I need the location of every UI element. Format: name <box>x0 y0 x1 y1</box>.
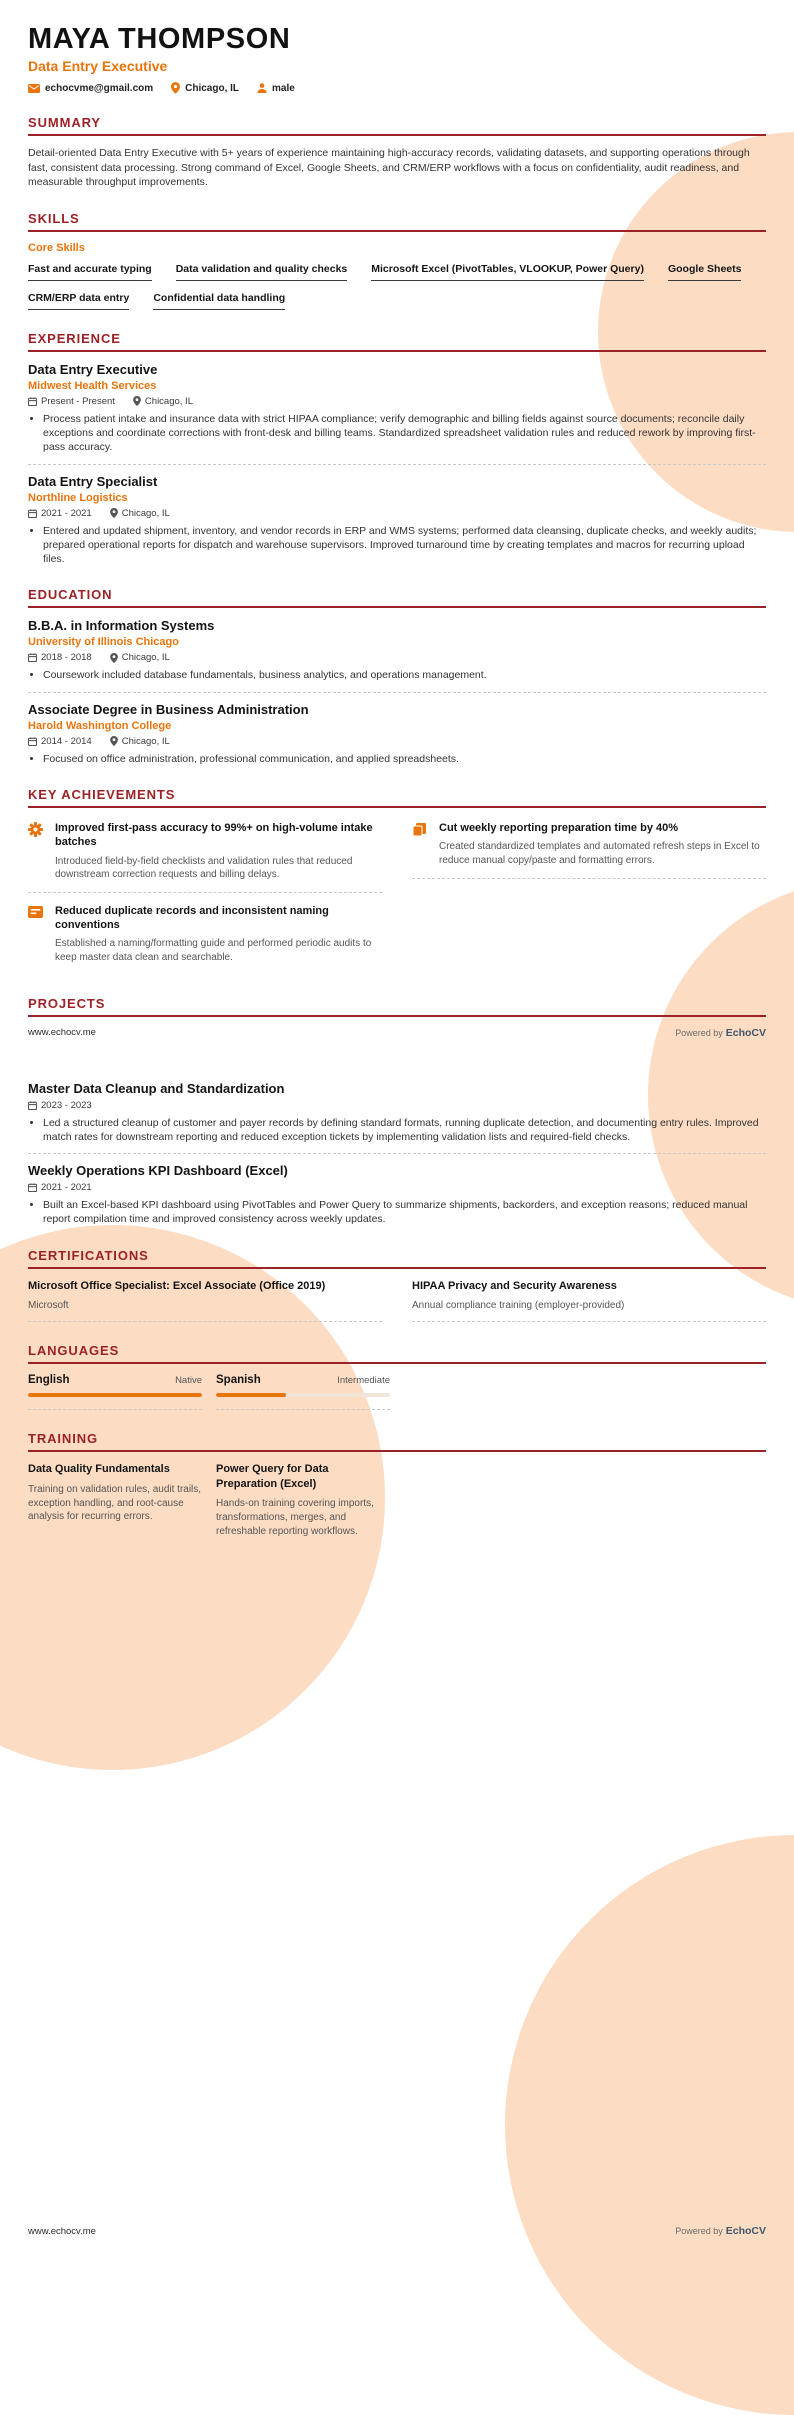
powered-prefix: Powered by <box>675 1027 723 1038</box>
training-grid <box>28 1462 766 1538</box>
contact-email[interactable] <box>28 83 153 94</box>
dashed-divider <box>28 1153 766 1154</box>
page2-footer <box>28 2225 766 2237</box>
training-text: Hands-on training covering imports, transformations, merges, and refreshable reporting workflows. <box>216 1498 374 1537</box>
section-languages <box>28 1343 766 1410</box>
project-entry <box>28 1163 766 1227</box>
project-bullets <box>28 1198 766 1227</box>
language-name: English <box>28 1374 70 1387</box>
project-bullets <box>28 1116 766 1145</box>
location-pin-icon <box>171 82 180 94</box>
certification-issuer: Microsoft <box>28 1300 69 1312</box>
certification-name: Microsoft Office Specialist: Excel Associate (Office 2019) <box>28 1279 326 1292</box>
calendar-icon <box>28 737 37 746</box>
date-range <box>28 508 92 519</box>
contact-location <box>171 82 239 94</box>
achievement-item <box>28 901 382 975</box>
entry-meta <box>28 652 766 663</box>
dashed-divider <box>28 464 766 465</box>
education-entry <box>28 618 766 682</box>
resume-header <box>28 24 766 94</box>
language-progress-fill <box>216 1393 286 1397</box>
language-item <box>28 1374 202 1410</box>
section-achievements <box>28 787 766 975</box>
education-entry <box>28 702 766 766</box>
achievement-item <box>412 818 766 878</box>
location-pin-icon <box>110 508 118 518</box>
school-name: Harold Washington College <box>28 719 172 732</box>
achievement-text: Introduced field-by-field checklists and validation rules that reduced downstream correction requests and billing delays. <box>55 855 353 881</box>
brand-echocv[interactable]: EchoCV <box>725 2225 766 2237</box>
location-text: Chicago, IL <box>144 395 193 407</box>
project-entry <box>28 1081 766 1145</box>
powered-by <box>675 2225 766 2237</box>
entry-meta <box>28 1100 766 1111</box>
certifications-grid <box>28 1279 766 1323</box>
gear-icon <box>28 821 45 882</box>
date-range <box>28 396 115 407</box>
training-item <box>216 1462 390 1538</box>
training-title: Power Query for Data Preparation (Excel) <box>216 1463 329 1490</box>
experience-entry <box>28 474 766 567</box>
achievement-title: Reduced duplicate records and inconsistent naming conventions <box>55 904 329 932</box>
degree-title: B.B.A. in Information Systems <box>28 618 215 634</box>
job-bullet: • Entered and updated shipment, inventory, and vendor records in ERP and WMS systems; performed data cleansing, duplicate checks, and weekly audits; prepared operational reports for dispatch and warehouse supervisors. Improved turnaround time by creating templates and macros for recurring upload files. <box>43 524 766 567</box>
page1-footer <box>28 1027 766 1039</box>
language-progress-fill <box>28 1393 202 1397</box>
date-text: 2023 - 2023 <box>41 1099 92 1111</box>
decorative-circle-bottom-right <box>505 1835 794 2415</box>
training-heading: TRAINING <box>28 1431 766 1452</box>
training-title: Data Quality Fundamentals <box>28 1463 170 1476</box>
person-name: MAYA THOMPSON <box>28 23 291 55</box>
location-text: Chicago, IL <box>185 82 240 94</box>
education-bullets <box>28 752 766 766</box>
language-level: Native <box>175 1375 202 1387</box>
language-row <box>216 1374 390 1386</box>
achievement-text: Established a naming/formatting guide and performed periodic audits to keep master data clean and searchable. <box>55 938 372 963</box>
company-name: Northline Logistics <box>28 491 128 504</box>
languages-heading: LANGUAGES <box>28 1343 766 1364</box>
training-text: Training on validation rules, audit trails, exception handling, and root-cause analysis for recurring errors. <box>28 1483 202 1523</box>
section-training <box>28 1431 766 1538</box>
date-range <box>28 1100 92 1111</box>
copy-icon <box>412 821 429 867</box>
certifications-heading: CERTIFICATIONS <box>28 1248 766 1269</box>
contact-gender <box>257 83 295 94</box>
job-title: Data Entry Specialist <box>28 473 158 489</box>
achievements-grid <box>28 818 766 975</box>
language-progress-track <box>28 1393 202 1397</box>
training-item <box>28 1462 202 1538</box>
education-heading: EDUCATION <box>28 587 766 608</box>
calendar-icon <box>28 397 37 406</box>
skill-tag: CRM/ERP data entry <box>28 292 129 310</box>
powered-prefix: Powered by <box>675 2226 723 2236</box>
skill-tag: Data validation and quality checks <box>176 263 348 281</box>
location <box>133 396 193 407</box>
brand-echocv[interactable]: EchoCV <box>725 1026 766 1039</box>
project-title: Master Data Cleanup and Standardization <box>28 1080 285 1096</box>
location-pin-icon <box>110 653 118 663</box>
entry-meta <box>28 396 766 407</box>
skill-tag: Confidential data handling <box>153 292 285 310</box>
contact-row <box>28 82 766 94</box>
date-text: 2021 - 2021 <box>41 507 92 519</box>
skills-heading: SKILLS <box>28 211 766 232</box>
location-pin-icon <box>110 736 118 746</box>
calendar-icon <box>28 653 37 662</box>
email-text[interactable]: echocvme@gmail.com <box>45 82 154 94</box>
achievement-title: Improved first-pass accuracy to 99%+ on high-volume intake batches <box>55 822 373 849</box>
skill-tag: Microsoft Excel (PivotTables, VLOOKUP, Power Query) <box>371 263 644 281</box>
certification-name: HIPAA Privacy and Security Awareness <box>412 1279 617 1292</box>
experience-entry <box>28 362 766 455</box>
projects-heading: PROJECTS <box>28 996 766 1017</box>
email-icon <box>28 84 40 93</box>
company-name: Midwest Health Services <box>28 379 157 392</box>
date-text: Present - Present <box>41 395 115 407</box>
achievement-item <box>28 818 382 893</box>
date-range <box>28 652 92 663</box>
location <box>110 736 170 747</box>
certification-issuer: Annual compliance training (employer-provided) <box>412 1300 625 1312</box>
page-gap <box>28 1039 766 1081</box>
location-text: Chicago, IL <box>121 507 170 519</box>
achievement-body <box>55 821 382 882</box>
education-bullet: • Focused on office administration, professional communication, and applied spreadsheets. <box>43 752 766 766</box>
job-bullets <box>28 524 766 567</box>
summary-heading: SUMMARY <box>28 115 766 136</box>
achievement-text: Created standardized templates and automated refresh steps in Excel to reduce manual copy/paste and formatting errors. <box>439 841 760 866</box>
school-name: University of Illinois Chicago <box>28 636 179 649</box>
experience-heading: EXPERIENCE <box>28 331 766 352</box>
location <box>110 652 170 663</box>
language-progress-track <box>216 1393 390 1397</box>
gender-text: male <box>272 82 295 94</box>
section-education <box>28 587 766 766</box>
skill-tag: Google Sheets <box>668 263 742 281</box>
achievements-heading: KEY ACHIEVEMENTS <box>28 787 766 808</box>
project-bullet: • Built an Excel-based KPI dashboard using PivotTables and Power Query to summarize shipments, backorders, and exception reasons; reduced manual report compilation time and improved consistency across weekly updates. <box>43 1198 766 1227</box>
language-name: Spanish <box>216 1374 261 1387</box>
achievement-title: Cut weekly reporting preparation time by 40% <box>439 822 679 835</box>
skill-tag: Fast and accurate typing <box>28 263 152 281</box>
date-text: 2018 - 2018 <box>41 652 92 664</box>
language-item <box>216 1374 390 1410</box>
project-title: Weekly Operations KPI Dashboard (Excel) <box>28 1163 288 1179</box>
location-text: Chicago, IL <box>121 652 170 664</box>
site-link[interactable]: www.echocv.me <box>28 1027 96 1039</box>
powered-by <box>675 1027 766 1039</box>
job-bullets <box>28 412 766 455</box>
section-summary <box>28 115 766 189</box>
section-projects <box>28 996 766 1227</box>
date-range <box>28 736 92 747</box>
job-bullet: • Process patient intake and insurance data with strict HIPAA compliance; verify demographic and billing fields against source documents; reconcile daily exceptions and coordinate corrections with front-desk and billing teams. Standardized spreadsheet validation rules and reduced rework by improving first-pass accuracy. <box>43 412 766 455</box>
education-bullet: • Coursework included database fundamentals, business analytics, and operations management. <box>43 668 766 682</box>
calendar-icon <box>28 1183 37 1192</box>
location-pin-icon <box>133 396 141 406</box>
summary-text: Detail-oriented Data Entry Executive with 5+ years of experience maintaining high-accuracy records, validating datasets, and supporting operations through fast, consistent data processing. Strong command of Excel, Google Sheets, and CRM/ERP workflows with a focus on confidentiality, audit readiness, and measurable throughput improvements. <box>28 147 750 189</box>
date-text: 2014 - 2014 <box>41 735 92 747</box>
education-bullets <box>28 668 766 682</box>
card-icon <box>28 904 45 965</box>
section-skills <box>28 211 766 310</box>
calendar-icon <box>28 1101 37 1110</box>
entry-meta <box>28 736 766 747</box>
dashed-divider <box>28 692 766 693</box>
certification-item <box>412 1279 766 1323</box>
language-level: Intermediate <box>337 1375 390 1387</box>
degree-title: Associate Degree in Business Administration <box>28 701 309 717</box>
certification-item <box>28 1279 382 1323</box>
entry-meta <box>28 508 766 519</box>
date-text: 2021 - 2021 <box>41 1182 92 1194</box>
calendar-icon <box>28 509 37 518</box>
location-text: Chicago, IL <box>121 735 170 747</box>
job-title: Data Entry Executive <box>28 361 158 377</box>
skills-group-label: Core Skills <box>28 241 85 254</box>
person-job-title: Data Entry Executive <box>28 58 168 75</box>
entry-meta <box>28 1182 766 1193</box>
languages-grid <box>28 1374 766 1410</box>
achievement-body <box>439 821 766 867</box>
skills-list <box>28 263 766 310</box>
language-row <box>28 1374 202 1386</box>
section-certifications <box>28 1248 766 1323</box>
person-icon <box>257 83 267 93</box>
date-range <box>28 1182 92 1193</box>
site-link[interactable]: www.echocv.me <box>28 2225 96 2237</box>
project-bullet: • Led a structured cleanup of customer and payer records by defining standard formats, running duplicate detection, and documenting entry rules. Improved match rates for downstream reporting and reduced exception tickets by implementing validation lists and required-field checks. <box>43 1116 766 1145</box>
achievement-body <box>55 904 382 965</box>
location <box>110 508 170 519</box>
section-experience <box>28 331 766 567</box>
